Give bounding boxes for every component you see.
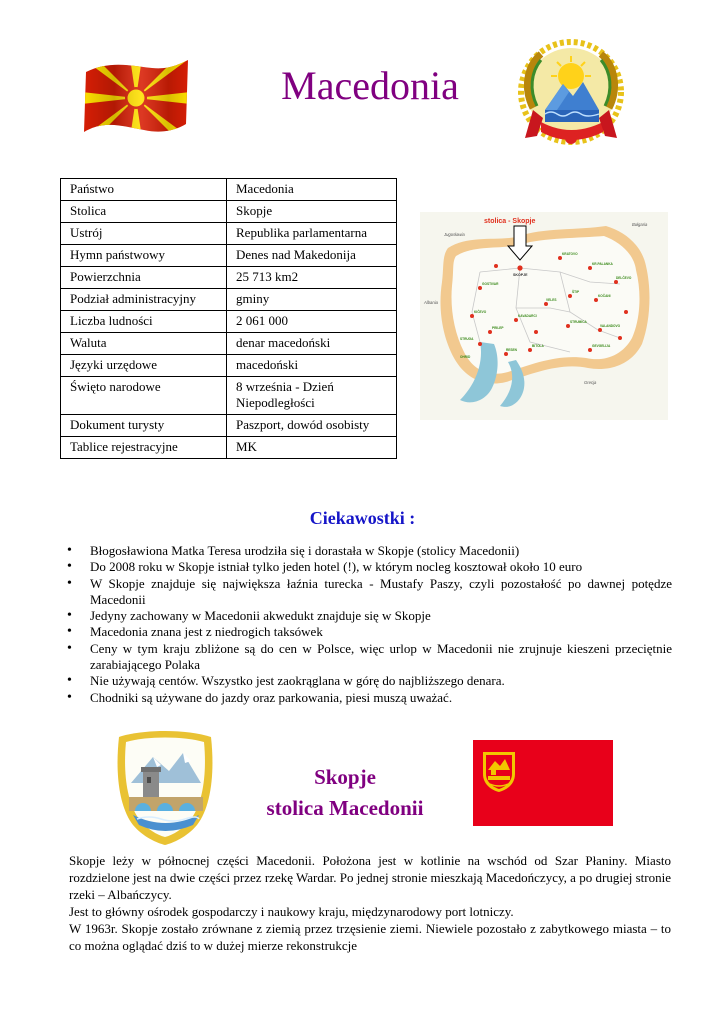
- table-cell-value: Paszport, dowód osobisty: [227, 415, 397, 437]
- section-title-ciekawostki: Ciekawostki :: [309, 508, 416, 528]
- table-cell-value: Skopje: [227, 201, 397, 223]
- skopje-heading-line: Skopje: [314, 765, 376, 789]
- table-row: [61, 333, 397, 355]
- paragraph: Skopje leży w północnej części Macedonii. Położona jest w kotlinie na wschód od Szar Płaniny. Miasto rozdzielone jest na dwie części przez rzekę Wardar. Po jednej stronie mieszkają Macedończycy, a po drugiej stronie rzeki – Albańczycy.: [69, 853, 671, 902]
- svg-text:KR.PALANKA: KR.PALANKA: [592, 262, 613, 266]
- table-cell-value: Republika parlamentarna: [227, 223, 397, 245]
- table-cell-label: Stolica: [61, 201, 227, 223]
- svg-text:KOČANI: KOČANI: [598, 294, 611, 298]
- table-cell-value: 25 713 km2: [227, 267, 397, 289]
- list-item: • W Skopje znajduje się największa łaźnia turecka - Mustafy Paszy, czyli pozostałość po dawnej potędze Macedonii: [64, 576, 672, 609]
- list-item: • Ceny w tym kraju zbliżone są do cen w Polsce, więc urlop w Macedonii nie zrujnuje kieszeni przeciętnie zarabiającego Polaka: [64, 641, 672, 674]
- svg-text:PRILEP: PRILEP: [492, 326, 504, 330]
- table-cell-value: 8 września - Dzień Niepodległości: [227, 377, 397, 415]
- table-row: [61, 415, 397, 437]
- table-cell-label: Języki urzędowe: [61, 355, 227, 377]
- map-neighbor-label: Albania: [424, 300, 438, 305]
- table-cell-label: Podział administracyjny: [61, 289, 227, 311]
- table-row: [61, 289, 397, 311]
- svg-text:VELES: VELES: [546, 298, 557, 302]
- list-item: • Chodniki są używane do jazdy oraz parkowania, piesi muszą uważać.: [64, 690, 672, 706]
- table-row: [61, 223, 397, 245]
- map-neighbor-label: Grecja: [584, 380, 597, 385]
- table-row: [61, 437, 397, 459]
- svg-text:KRATOVO: KRATOVO: [562, 252, 578, 256]
- table-cell-label: Tablice rejestracyjne: [61, 437, 227, 459]
- table-row: [61, 355, 397, 377]
- list-item: • Macedonia znana jest z niedrogich taksówek: [64, 624, 672, 640]
- table-row: [61, 245, 397, 267]
- list-item: • Jedyny zachowany w Macedonii akwedukt znajduje się w Skopje: [64, 608, 672, 624]
- table-row: [61, 377, 397, 415]
- section-title-skopje: [240, 762, 450, 824]
- table-cell-value: denar macedoński: [227, 333, 397, 355]
- table-cell-label: Hymn państwowy: [61, 245, 227, 267]
- skopje-heading-line: stolica Macedonii: [266, 796, 424, 820]
- paragraph: W 1963r. Skopje zostało zrównane z ziemią przez trzęsienie ziemi. Niewiele pozostało z zabytkowego miasta – to co można oglądać dziś to w dużej mierze rekonstrukcje: [69, 921, 671, 953]
- skopje-coat-of-arms: [113, 727, 217, 845]
- list-item: • Do 2008 roku w Skopje istniał tylko jeden hotel (!), w którym nocleg kosztował około 10 euro: [64, 559, 672, 575]
- svg-text:KAVADARCI: KAVADARCI: [518, 314, 537, 318]
- macedonia-map: [420, 212, 668, 420]
- list-item: • Nie używają centów. Wszystko jest zaokrąglana w górę do najbliższego denara.: [64, 673, 672, 689]
- facts-list: [64, 543, 672, 706]
- table-cell-label: Dokument turysty: [61, 415, 227, 437]
- svg-text:DELČEVO: DELČEVO: [616, 276, 632, 280]
- table-row: [61, 267, 397, 289]
- macedonia-coat-of-arms: [517, 38, 625, 156]
- svg-text:OHRID: OHRID: [460, 355, 471, 359]
- svg-text:STRUMICA: STRUMICA: [570, 320, 587, 324]
- table-cell-label: Powierzchnia: [61, 267, 227, 289]
- table-row: [61, 179, 397, 201]
- country-info-table: [60, 178, 397, 459]
- map-capital-label: stolica - Skopje: [484, 218, 536, 225]
- table-cell-label: Liczba ludności: [61, 311, 227, 333]
- svg-text:GEVGELIJA: GEVGELIJA: [592, 344, 611, 348]
- map-capital-city: SKOPJE: [513, 273, 528, 277]
- svg-text:VALANDOVO: VALANDOVO: [600, 324, 621, 328]
- table-row: [61, 311, 397, 333]
- svg-text:STRUGA: STRUGA: [460, 337, 474, 341]
- svg-text:BITOLA: BITOLA: [532, 344, 544, 348]
- svg-text:GOSTIVAR: GOSTIVAR: [482, 282, 499, 286]
- table-row: [61, 201, 397, 223]
- table-cell-value: MK: [227, 437, 397, 459]
- skopje-flag: [473, 740, 613, 826]
- skopje-description: [69, 852, 671, 954]
- svg-text:ŠTIP: ŠTIP: [572, 290, 580, 294]
- svg-text:KIČEVO: KIČEVO: [474, 310, 487, 314]
- paragraph: Jest to główny ośrodek gospodarczy i naukowy kraju, międzynarodowy port lotniczy.: [69, 904, 514, 919]
- macedonia-flag: [82, 58, 190, 138]
- table-cell-value: gminy: [227, 289, 397, 311]
- table-cell-label: Waluta: [61, 333, 227, 355]
- table-cell-value: Denes nad Makedonija: [227, 245, 397, 267]
- table-cell-label: Państwo: [61, 179, 227, 201]
- page-title: Macedonia: [281, 63, 459, 108]
- map-neighbor-label: Jugosławia: [444, 232, 465, 237]
- list-item: • Błogosławiona Matka Teresa urodziła się i dorastała w Skopje (stolicy Macedonii): [64, 543, 672, 559]
- svg-text:RESEN: RESEN: [506, 348, 517, 352]
- table-cell-value: macedoński: [227, 355, 397, 377]
- table-cell-label: Święto narodowe: [61, 377, 227, 415]
- table-cell-value: Macedonia: [227, 179, 397, 201]
- table-cell-value: 2 061 000: [227, 311, 397, 333]
- map-neighbor-label: Bułgaria: [632, 222, 648, 227]
- table-cell-label: Ustrój: [61, 223, 227, 245]
